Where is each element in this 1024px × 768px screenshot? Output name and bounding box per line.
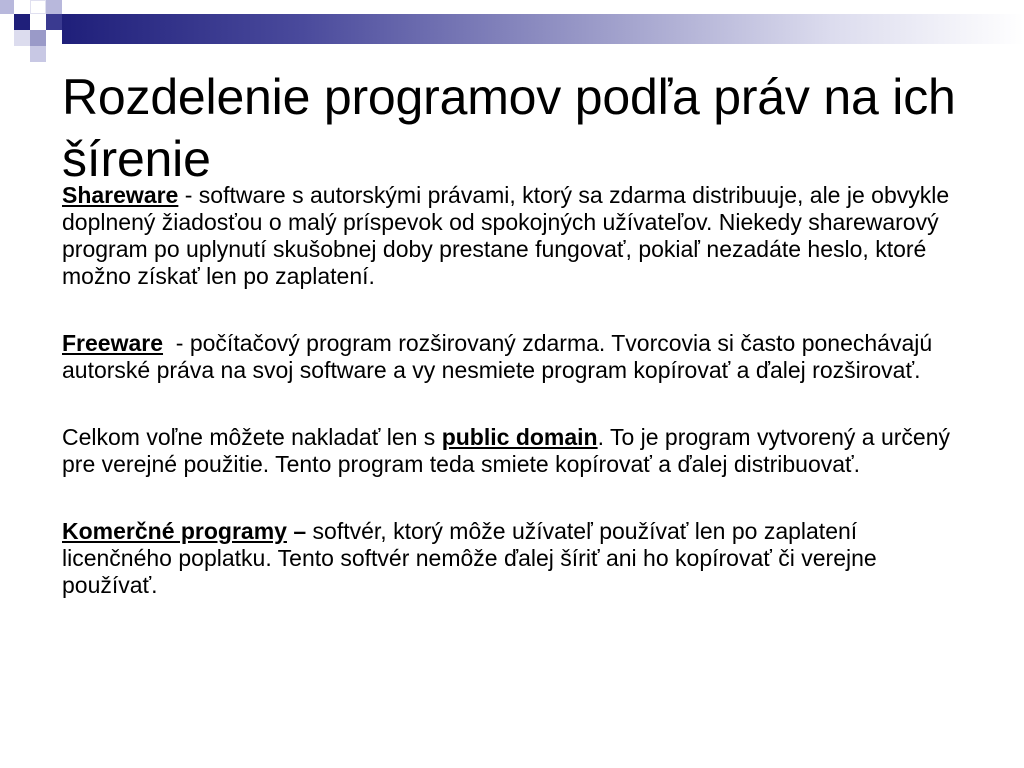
deco-square-7 [46, 0, 62, 14]
deco-square-8 [30, 46, 46, 62]
shareware-description: - software s autorskými právami, ktorý sa zdarma distribuuje, ale je obvykle doplnený žiadosťou o malý príspevok od spokojných užívateľov. Niekedy sharewarový program po uplynutí skušobnej doby prestane fungovať, pokiaľ nezadáte heslo, ktoré možno získať len po zaplatení. [62, 182, 950, 289]
term-freeware: Freeware [62, 330, 164, 356]
term-komercne-programy: Komerčné programy [62, 518, 287, 544]
slide-body [62, 182, 972, 599]
deco-square-2 [14, 14, 30, 30]
public-domain-intro: Celkom voľne môžete nakladať len s [62, 424, 442, 450]
komercne-description: softvér, ktorý môže užívateľ používať len po zaplatení licenčného poplatku. Tento softvér nemôže ďalej šíriť ani ho kopírovať či verejne používať. [62, 518, 877, 598]
deco-square-3 [30, 0, 46, 14]
header-gradient-bar [62, 14, 1024, 44]
deco-square-5 [30, 30, 46, 46]
paragraph-public-domain [62, 424, 972, 478]
term-shareware: Shareware [62, 182, 179, 208]
slide-title: Rozdelenie programov podľa práv na ich šírenie [62, 69, 956, 187]
deco-square-4 [46, 14, 62, 30]
deco-square-6 [14, 30, 30, 46]
term-public-domain: public domain [441, 424, 598, 450]
paragraph-shareware [62, 182, 972, 290]
freeware-description: - počítačový program rozširovaný zdarma. Tvorcovia si často ponechávajú autorské práva na svoj software a vy nesmiete program kopírovať a ďalej rozširovať. [62, 330, 939, 383]
paragraph-freeware [62, 330, 972, 384]
paragraph-komercne [62, 518, 972, 599]
deco-square-1 [0, 0, 14, 14]
komercne-dash: – [286, 518, 307, 544]
public-domain-description: . To je program vytvorený a určený pre verejné použitie. Tento program teda smiete kopírovať a ďalej distribuovať. [62, 424, 950, 477]
